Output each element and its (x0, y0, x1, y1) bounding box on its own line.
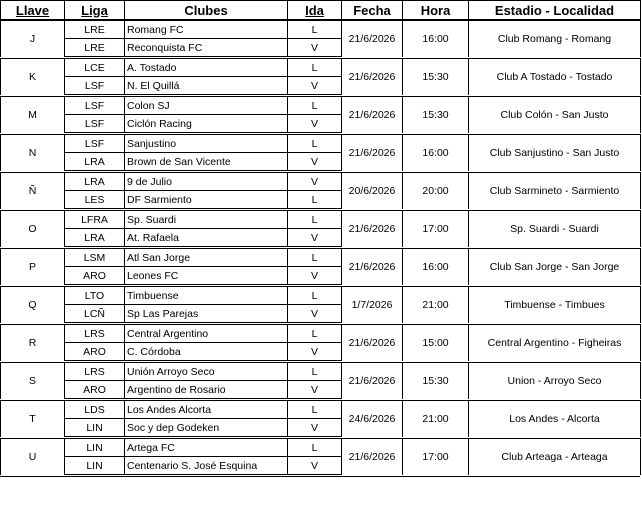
ida-cell: L (288, 97, 342, 115)
liga-cell: LIN (65, 457, 125, 475)
llave-cell: Ñ (1, 173, 65, 209)
club-cell: Leones FC (125, 267, 288, 285)
liga-cell: ARO (65, 343, 125, 361)
club-cell: Unión Arroyo Seco (125, 363, 288, 381)
estadio-cell: Sp. Suardi - Suardi (469, 211, 641, 247)
liga-cell: LTO (65, 287, 125, 305)
llave-cell: U (1, 439, 65, 475)
estadio-cell: Union - Arroyo Seco (469, 363, 641, 399)
club-cell: Romang FC (125, 20, 288, 39)
ida-cell: V (288, 419, 342, 437)
hora-cell: 15:30 (403, 363, 469, 399)
hora-cell: 15:00 (403, 325, 469, 361)
club-cell: Sp Las Parejas (125, 305, 288, 323)
match-row-home (1, 363, 641, 381)
liga-cell: LSF (65, 115, 125, 133)
llave-cell: O (1, 211, 65, 247)
ida-cell: L (288, 363, 342, 381)
match-row-home (1, 401, 641, 419)
club-cell: Central Argentino (125, 325, 288, 343)
fecha-cell: 20/6/2026 (342, 173, 403, 209)
club-cell: DF Sarmiento (125, 191, 288, 209)
liga-cell: LRS (65, 363, 125, 381)
estadio-cell: Central Argentino - Figheiras (469, 325, 641, 361)
ida-cell: L (288, 59, 342, 77)
club-cell: Sanjustino (125, 135, 288, 153)
hora-cell: 17:00 (403, 439, 469, 475)
club-cell: C. Córdoba (125, 343, 288, 361)
ida-cell: L (288, 191, 342, 209)
ida-cell: L (288, 211, 342, 229)
estadio-cell: Club Arteaga - Arteaga (469, 439, 641, 475)
llave-cell: P (1, 249, 65, 285)
match-row-home (1, 325, 641, 343)
header-ida: Ida (288, 1, 342, 21)
estadio-cell: Club Sarmineto - Sarmiento (469, 173, 641, 209)
header-llave: Llave (1, 1, 65, 21)
fecha-cell: 21/6/2026 (342, 97, 403, 133)
llave-cell: T (1, 401, 65, 437)
ida-cell: V (288, 77, 342, 95)
bottom-divider (0, 476, 640, 477)
club-cell: Ciclón Racing (125, 115, 288, 133)
estadio-cell: Club Romang - Romang (469, 20, 641, 57)
club-cell: Artega FC (125, 439, 288, 457)
ida-cell: L (288, 439, 342, 457)
club-cell: Sp. Suardi (125, 211, 288, 229)
club-cell: At. Rafaela (125, 229, 288, 247)
liga-cell: ARO (65, 267, 125, 285)
liga-cell: LRS (65, 325, 125, 343)
ida-cell: L (288, 287, 342, 305)
header-row (1, 1, 641, 21)
liga-cell: LRE (65, 20, 125, 39)
llave-cell: R (1, 325, 65, 361)
match-row-home (1, 20, 641, 39)
llave-cell: K (1, 59, 65, 95)
fecha-cell: 1/7/2026 (342, 287, 403, 323)
fecha-cell: 21/6/2026 (342, 59, 403, 95)
hora-cell: 21:00 (403, 401, 469, 437)
club-cell: Centenario S. José Esquina (125, 457, 288, 475)
header-clubes: Clubes (125, 1, 288, 21)
match-row-home (1, 97, 641, 115)
ida-cell: V (288, 115, 342, 133)
ida-cell: V (288, 39, 342, 57)
club-cell: A. Tostado (125, 59, 288, 77)
liga-cell: LDS (65, 401, 125, 419)
llave-cell: J (1, 20, 65, 57)
club-cell: Colon SJ (125, 97, 288, 115)
liga-cell: LSM (65, 249, 125, 267)
liga-cell: LRA (65, 153, 125, 171)
estadio-cell: Club Colón - San Justo (469, 97, 641, 133)
hora-cell: 15:30 (403, 97, 469, 133)
estadio-cell: Club San Jorge - San Jorge (469, 249, 641, 285)
fecha-cell: 21/6/2026 (342, 211, 403, 247)
ida-cell: L (288, 401, 342, 419)
match-row-home (1, 249, 641, 267)
header-fecha: Fecha (342, 1, 403, 21)
club-cell: Brown de San Vicente (125, 153, 288, 171)
club-cell: 9 de Julio (125, 173, 288, 191)
match-row-home (1, 59, 641, 77)
ida-cell: V (288, 457, 342, 475)
ida-cell: V (288, 381, 342, 399)
match-row-home (1, 287, 641, 305)
club-cell: Soc y dep Godeken (125, 419, 288, 437)
fecha-cell: 21/6/2026 (342, 325, 403, 361)
fecha-cell: 21/6/2026 (342, 20, 403, 57)
club-cell: Atl San Jorge (125, 249, 288, 267)
liga-cell: LFRA (65, 211, 125, 229)
ida-cell: V (288, 229, 342, 247)
fecha-cell: 21/6/2026 (342, 439, 403, 475)
liga-cell: LSF (65, 77, 125, 95)
llave-cell: M (1, 97, 65, 133)
liga-cell: LRE (65, 39, 125, 57)
llave-cell: N (1, 135, 65, 171)
ida-cell: V (288, 173, 342, 191)
match-row-home (1, 439, 641, 457)
ida-cell: V (288, 305, 342, 323)
ida-cell: L (288, 20, 342, 39)
header-estadio: Estadio - Localidad (469, 1, 641, 21)
liga-cell: ARO (65, 381, 125, 399)
match-row-home (1, 211, 641, 229)
ida-cell: L (288, 249, 342, 267)
fecha-cell: 24/6/2026 (342, 401, 403, 437)
club-cell: Argentino de Rosario (125, 381, 288, 399)
header-hora: Hora (403, 1, 469, 21)
match-row-home (1, 135, 641, 153)
liga-cell: LIN (65, 439, 125, 457)
ida-cell: L (288, 325, 342, 343)
club-cell: Los Andes Alcorta (125, 401, 288, 419)
llave-cell: S (1, 363, 65, 399)
liga-cell: LIN (65, 419, 125, 437)
liga-cell: LSF (65, 97, 125, 115)
hora-cell: 20:00 (403, 173, 469, 209)
estadio-cell: Club A Tostado - Tostado (469, 59, 641, 95)
club-cell: N. El Quillá (125, 77, 288, 95)
estadio-cell: Timbuense - Timbues (469, 287, 641, 323)
hora-cell: 16:00 (403, 135, 469, 171)
liga-cell: LCE (65, 59, 125, 77)
fecha-cell: 21/6/2026 (342, 363, 403, 399)
hora-cell: 21:00 (403, 287, 469, 323)
estadio-cell: Los Andes - Alcorta (469, 401, 641, 437)
liga-cell: LSF (65, 135, 125, 153)
ida-cell: V (288, 343, 342, 361)
match-row-home (1, 173, 641, 191)
club-cell: Reconquista FC (125, 39, 288, 57)
hora-cell: 15:30 (403, 59, 469, 95)
hora-cell: 16:00 (403, 249, 469, 285)
ida-cell: V (288, 267, 342, 285)
estadio-cell: Club Sanjustino - San Justo (469, 135, 641, 171)
hora-cell: 17:00 (403, 211, 469, 247)
header-liga: Liga (65, 1, 125, 21)
liga-cell: LRA (65, 229, 125, 247)
hora-cell: 16:00 (403, 20, 469, 57)
ida-cell: V (288, 153, 342, 171)
llave-cell: Q (1, 287, 65, 323)
fecha-cell: 21/6/2026 (342, 135, 403, 171)
liga-cell: LCÑ (65, 305, 125, 323)
liga-cell: LRA (65, 173, 125, 191)
fixture-rows (1, 20, 641, 475)
ida-cell: L (288, 135, 342, 153)
fecha-cell: 21/6/2026 (342, 249, 403, 285)
liga-cell: LES (65, 191, 125, 209)
club-cell: Timbuense (125, 287, 288, 305)
